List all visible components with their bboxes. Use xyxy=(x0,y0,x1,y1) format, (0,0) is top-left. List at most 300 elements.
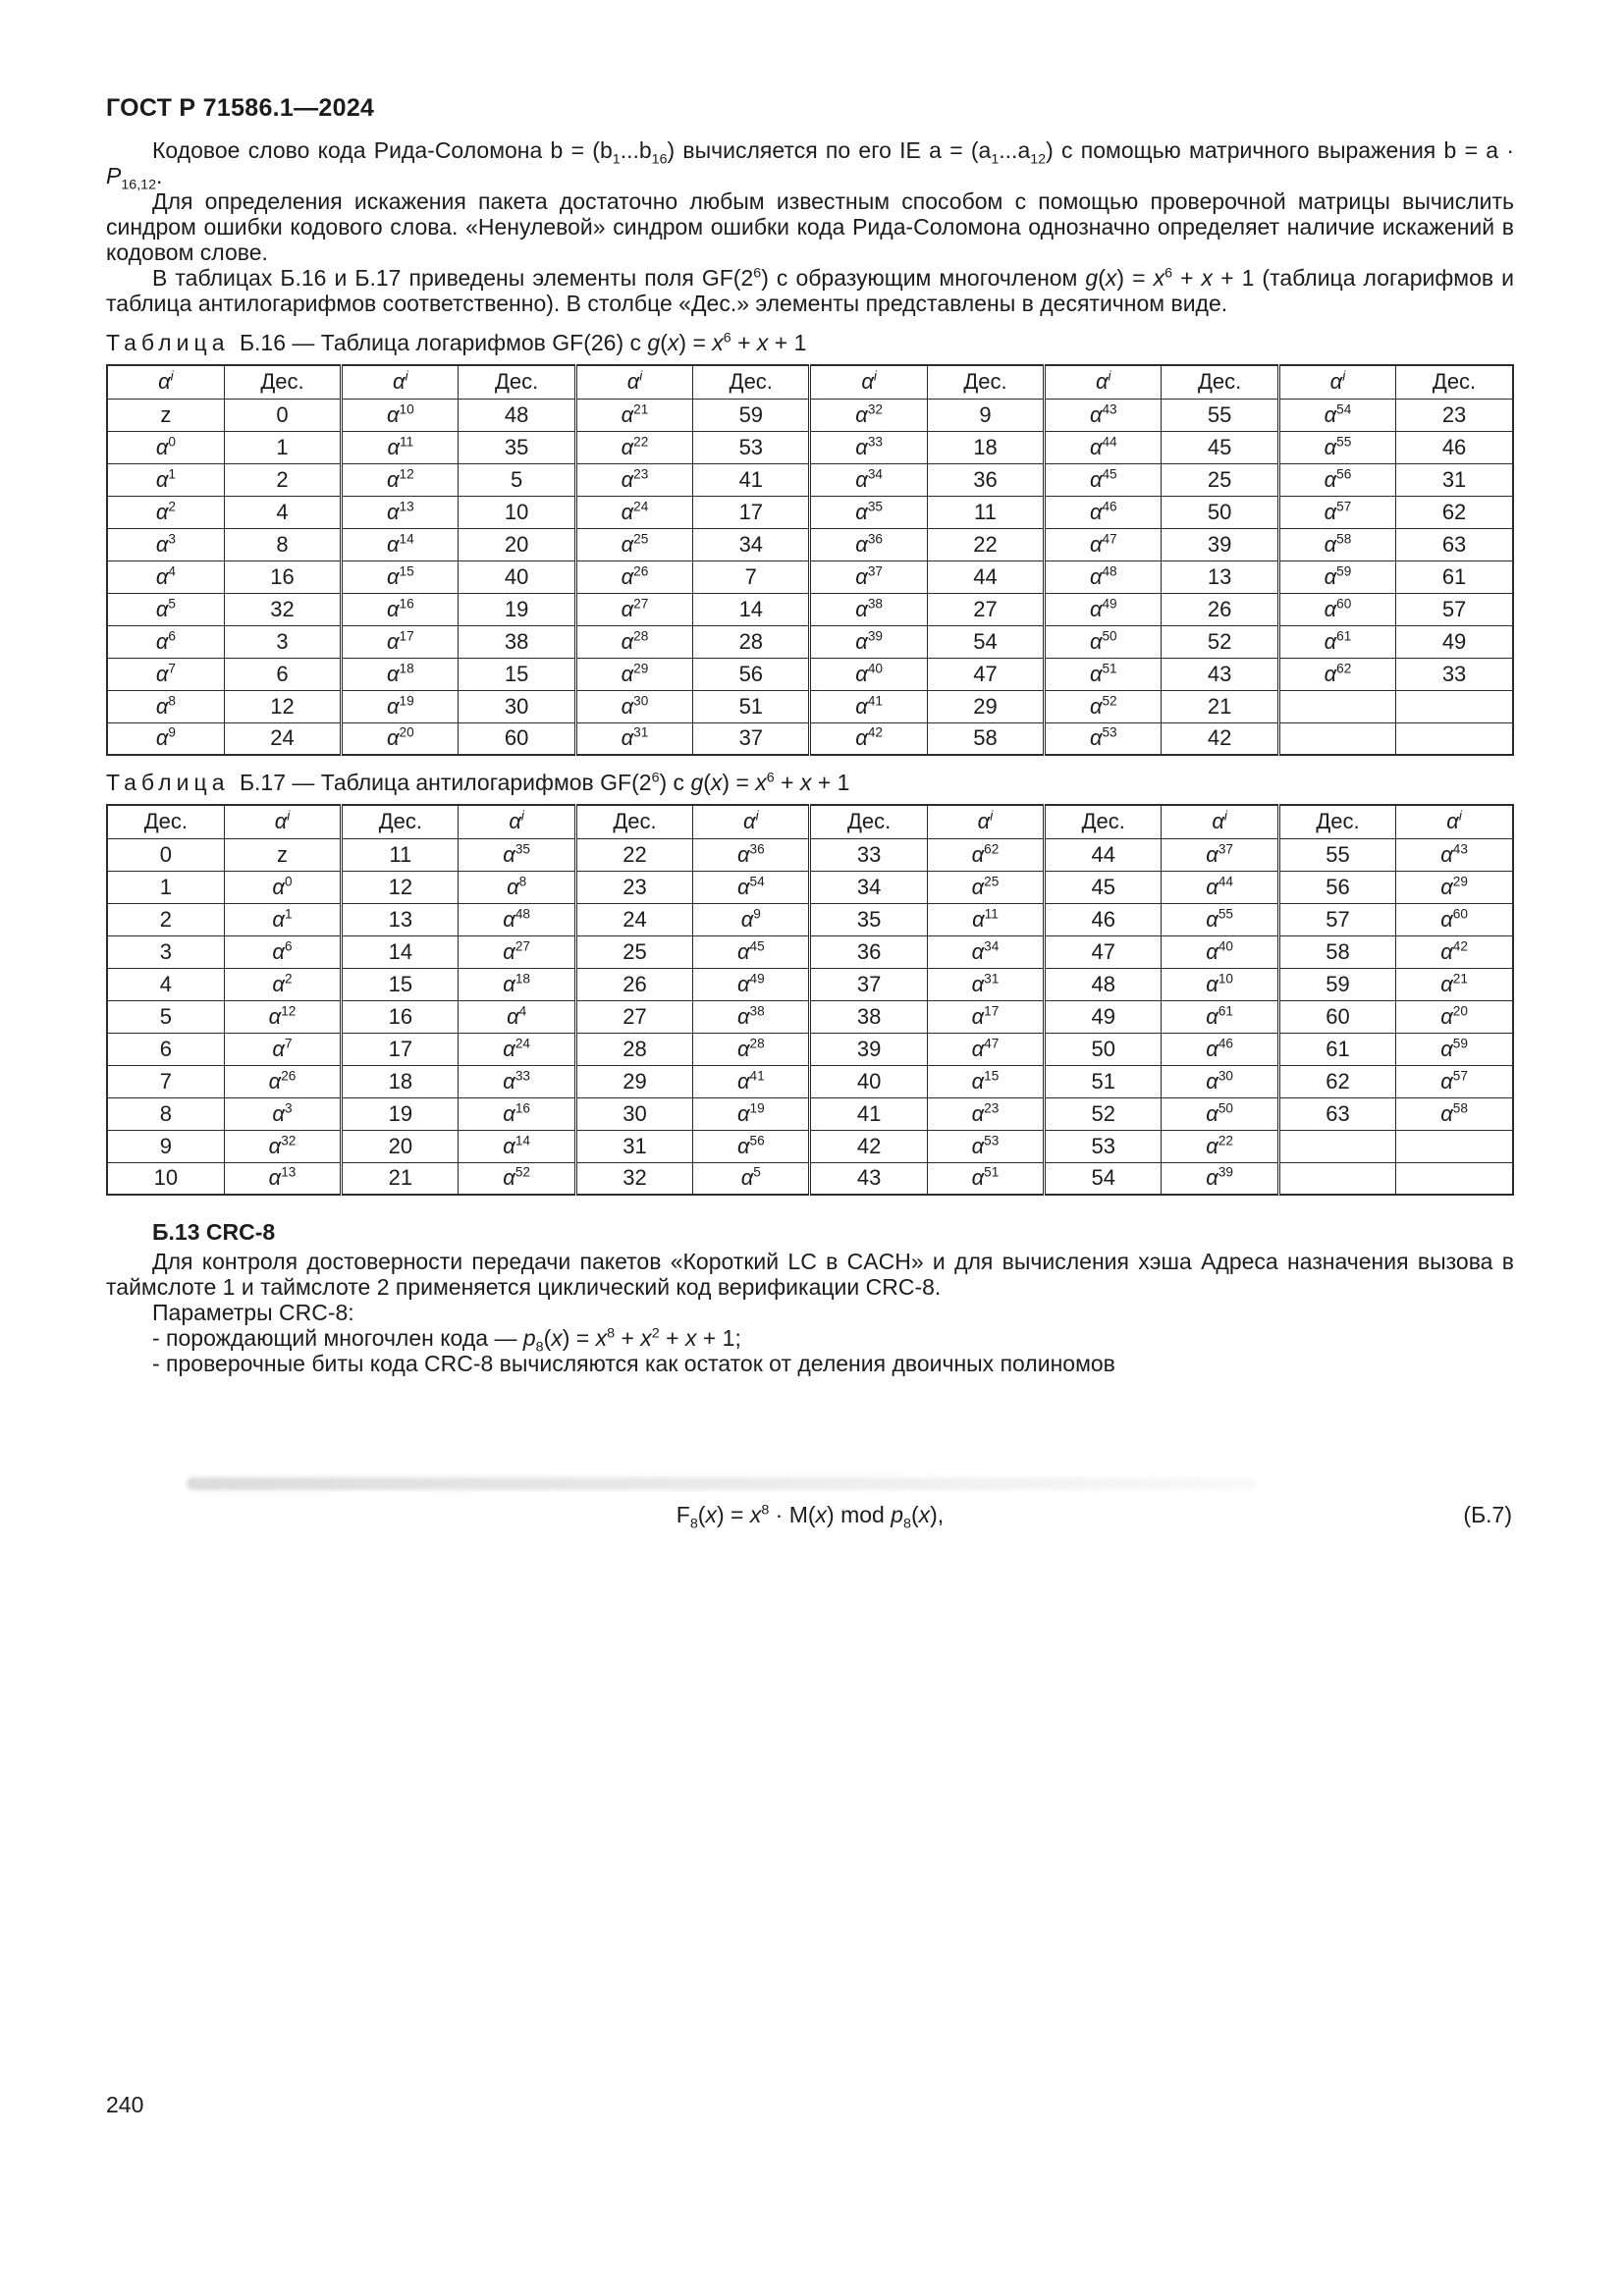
table-b17-caption-text: Б.17 — Таблица антилогарифмов $GF(2^6)$ с $g(x) = x^6 + x + 1$ xyxy=(239,770,850,795)
table-cell: 42 xyxy=(1162,722,1278,755)
table-cell: 14 xyxy=(342,935,459,968)
column-header: Дес. xyxy=(459,365,575,399)
table-header-row xyxy=(107,365,1513,399)
table-cell: $\alpha^{40}$ xyxy=(810,658,927,690)
formula-crc8: $F_8(x) = x^8 \cdot M(x)$ mod $p_8(x)$, xyxy=(676,1502,945,1532)
table-cell: $\alpha^{21}$ xyxy=(575,399,692,431)
table-cell: 36 xyxy=(810,935,927,968)
paragraph-error-syndrome: Для определения искажения пакета достаточно любым известным способом с помощью проверочной матрицы вычислить синдром ошибки кодового слова. «Ненулевой» синдром ошибки кода Рида-Соломона однозначно определяет наличие искажений в кодовом слове. xyxy=(106,188,1514,265)
table-cell: 12 xyxy=(342,871,459,903)
column-header: Дес. xyxy=(693,365,810,399)
table-cell: 7 xyxy=(107,1065,224,1097)
table-cell: 6 xyxy=(224,658,341,690)
table-cell: 44 xyxy=(1045,838,1162,871)
table-row xyxy=(107,496,1513,528)
table-cell: $\alpha^1$ xyxy=(224,903,341,935)
table-cell: 37 xyxy=(810,968,927,1000)
table-cell: 1 xyxy=(107,871,224,903)
table-cell: 9 xyxy=(107,1130,224,1162)
table-cell: 54 xyxy=(1045,1162,1162,1195)
table-cell: $\alpha^{36}$ xyxy=(810,528,927,561)
page-content xyxy=(106,137,1514,1532)
table-cell: 61 xyxy=(1396,561,1513,593)
table-cell: $\alpha^{12}$ xyxy=(224,1000,341,1033)
table-cell: 4 xyxy=(224,496,341,528)
table-cell: 1 xyxy=(224,431,341,463)
table-cell: $\alpha^{59}$ xyxy=(1396,1033,1513,1065)
table-cell: $\alpha^{45}$ xyxy=(693,935,810,968)
table-cell: 57 xyxy=(1278,903,1395,935)
table-cell: 5 xyxy=(107,1000,224,1033)
table-cell: $\alpha^{14}$ xyxy=(342,528,459,561)
column-header: $\alpha^i$ xyxy=(107,365,224,399)
table-row xyxy=(107,838,1513,871)
table-cell: $\alpha^{10}$ xyxy=(1162,968,1278,1000)
table-cell: $\alpha^{13}$ xyxy=(342,496,459,528)
table-cell: $\alpha^8$ xyxy=(107,690,224,722)
table-b16-caption-text: Б.16 — Таблица логарифмов GF(26) с $g(x) = x^6 + x + 1$ xyxy=(239,330,807,355)
column-header: $\alpha^i$ xyxy=(575,365,692,399)
table-cell: $\alpha^9$ xyxy=(693,903,810,935)
table-cell: 22 xyxy=(575,838,692,871)
table-cell: 53 xyxy=(1045,1130,1162,1162)
table-cell: $\alpha^{31}$ xyxy=(575,722,692,755)
table-cell: $\alpha^{40}$ xyxy=(1162,935,1278,968)
table-cell: 42 xyxy=(810,1130,927,1162)
formula-number: (Б.7) xyxy=(1463,1502,1512,1527)
table-cell: $\alpha^{21}$ xyxy=(1396,968,1513,1000)
table-cell: $\alpha^{37}$ xyxy=(1162,838,1278,871)
table-cell: $\alpha^4$ xyxy=(459,1000,575,1033)
table-cell: $\alpha^{61}$ xyxy=(1278,625,1395,658)
table-cell: $\alpha^{27}$ xyxy=(459,935,575,968)
table-cell: $\alpha^{26}$ xyxy=(575,561,692,593)
table-cell: $\alpha^2$ xyxy=(224,968,341,1000)
table-cell xyxy=(1396,1130,1513,1162)
table-cell: $\alpha^{36}$ xyxy=(693,838,810,871)
table-cell: 23 xyxy=(575,871,692,903)
table-cell: 48 xyxy=(459,399,575,431)
table-cell: $\alpha^{23}$ xyxy=(575,463,692,496)
column-header: $\alpha^i$ xyxy=(927,805,1044,838)
table-cell: 29 xyxy=(575,1065,692,1097)
table-cell: 59 xyxy=(1278,968,1395,1000)
column-header: $\alpha^i$ xyxy=(1162,805,1278,838)
table-cell: 58 xyxy=(1278,935,1395,968)
table-cell: 51 xyxy=(1045,1065,1162,1097)
table-cell: 8 xyxy=(224,528,341,561)
table-cell: 33 xyxy=(1396,658,1513,690)
column-header: Дес. xyxy=(107,805,224,838)
table-cell: $\alpha^{41}$ xyxy=(810,690,927,722)
table-cell: 0 xyxy=(107,838,224,871)
table-cell: 45 xyxy=(1162,431,1278,463)
table-cell: 25 xyxy=(1162,463,1278,496)
table-cell: $\alpha^7$ xyxy=(107,658,224,690)
table-row xyxy=(107,625,1513,658)
table-cell: 2 xyxy=(224,463,341,496)
table-cell: $\alpha^{28}$ xyxy=(575,625,692,658)
table-cell: 33 xyxy=(810,838,927,871)
table-cell: 11 xyxy=(927,496,1044,528)
column-header: $\alpha^i$ xyxy=(1396,805,1513,838)
column-header: Дес. xyxy=(1396,365,1513,399)
table-b16-caption xyxy=(106,330,1514,355)
table-cell: $\alpha^{54}$ xyxy=(693,871,810,903)
table-cell: $\alpha^{48}$ xyxy=(1045,561,1162,593)
table-cell: $\alpha^{25}$ xyxy=(927,871,1044,903)
table-cell: $\alpha^{27}$ xyxy=(575,593,692,625)
column-header: $\alpha^i$ xyxy=(224,805,341,838)
table-cell: 57 xyxy=(1396,593,1513,625)
table-cell: 11 xyxy=(342,838,459,871)
table-row xyxy=(107,1033,1513,1065)
table-cell: 35 xyxy=(459,431,575,463)
table-cell: $\alpha^{61}$ xyxy=(1162,1000,1278,1033)
table-row xyxy=(107,935,1513,968)
table-cell: $\alpha^7$ xyxy=(224,1033,341,1065)
table-cell: $\alpha^{56}$ xyxy=(693,1130,810,1162)
table-cell xyxy=(1278,690,1395,722)
table-cell: $\alpha^0$ xyxy=(107,431,224,463)
table-cell: $\alpha^{30}$ xyxy=(1162,1065,1278,1097)
table-cell: 27 xyxy=(575,1000,692,1033)
table-cell: $\alpha^{50}$ xyxy=(1162,1097,1278,1130)
table-cell: $\alpha^{19}$ xyxy=(342,690,459,722)
table-cell: 15 xyxy=(459,658,575,690)
table-cell: $\alpha^{34}$ xyxy=(810,463,927,496)
table-row xyxy=(107,593,1513,625)
table-cell: $\alpha^{34}$ xyxy=(927,935,1044,968)
table-cell: 32 xyxy=(575,1162,692,1195)
table-cell: 60 xyxy=(1278,1000,1395,1033)
table-cell: 41 xyxy=(810,1097,927,1130)
table-cell: $\alpha^{52}$ xyxy=(1045,690,1162,722)
table-cell: 13 xyxy=(342,903,459,935)
table-cell: 31 xyxy=(575,1130,692,1162)
table-cell: $\alpha^{58}$ xyxy=(1396,1097,1513,1130)
table-cell xyxy=(1278,1162,1395,1195)
table-cell: $\alpha^{18}$ xyxy=(459,968,575,1000)
table-cell: 38 xyxy=(459,625,575,658)
table-cell: $\alpha^{46}$ xyxy=(1162,1033,1278,1065)
section-heading-crc8: Б.13 CRC-8 xyxy=(152,1219,276,1245)
table-cell: 9 xyxy=(927,399,1044,431)
table-row xyxy=(107,1000,1513,1033)
table-cell xyxy=(1396,1162,1513,1195)
table-b16-caption-label: Таблица xyxy=(106,330,230,355)
table-cell: 51 xyxy=(693,690,810,722)
table-row xyxy=(107,1162,1513,1195)
table-row xyxy=(107,431,1513,463)
table-cell: 20 xyxy=(342,1130,459,1162)
table-cell: 24 xyxy=(224,722,341,755)
table-cell: $\alpha^{45}$ xyxy=(1045,463,1162,496)
table-row xyxy=(107,1130,1513,1162)
table-cell: 59 xyxy=(693,399,810,431)
table-cell: $\alpha^{29}$ xyxy=(575,658,692,690)
table-cell: 13 xyxy=(1162,561,1278,593)
table-cell: 56 xyxy=(693,658,810,690)
table-cell: 3 xyxy=(107,935,224,968)
table-cell: 55 xyxy=(1162,399,1278,431)
table-cell: 44 xyxy=(927,561,1044,593)
table-cell: 40 xyxy=(810,1065,927,1097)
table-cell: $\alpha^{53}$ xyxy=(1045,722,1162,755)
table-cell: $\alpha^6$ xyxy=(224,935,341,968)
column-header: Дес. xyxy=(1045,805,1162,838)
table-cell: $\alpha^{53}$ xyxy=(927,1130,1044,1162)
table-cell: $\alpha^0$ xyxy=(224,871,341,903)
table-cell: 61 xyxy=(1278,1033,1395,1065)
table-cell: $\alpha^{11}$ xyxy=(342,431,459,463)
table-row xyxy=(107,903,1513,935)
page-number: 240 xyxy=(106,2092,144,2117)
table-cell: $\alpha^{41}$ xyxy=(693,1065,810,1097)
formula-row xyxy=(106,1502,1514,1532)
table-cell: $\alpha^{32}$ xyxy=(810,399,927,431)
column-header: $\alpha^i$ xyxy=(1278,365,1395,399)
table-cell: $\alpha^{62}$ xyxy=(927,838,1044,871)
table-cell: 52 xyxy=(1162,625,1278,658)
table-cell: 7 xyxy=(693,561,810,593)
table-cell: $\alpha^{60}$ xyxy=(1396,903,1513,935)
table-row xyxy=(107,463,1513,496)
table-cell: 21 xyxy=(342,1162,459,1195)
table-cell: 32 xyxy=(224,593,341,625)
table-cell: 30 xyxy=(575,1097,692,1130)
table-cell: 23 xyxy=(1396,399,1513,431)
table-cell: 63 xyxy=(1396,528,1513,561)
table-cell: 63 xyxy=(1278,1097,1395,1130)
table-cell: $\alpha^{51}$ xyxy=(927,1162,1044,1195)
table-cell: 28 xyxy=(693,625,810,658)
scan-artifact xyxy=(187,1477,1257,1490)
table-cell: $\alpha^{42}$ xyxy=(1396,935,1513,968)
table-cell: $\alpha^1$ xyxy=(107,463,224,496)
table-cell: 56 xyxy=(1278,871,1395,903)
table-cell: $\alpha^5$ xyxy=(693,1162,810,1195)
table-cell: 58 xyxy=(927,722,1044,755)
table-cell: 38 xyxy=(810,1000,927,1033)
table-cell: 40 xyxy=(459,561,575,593)
crc8-bullet-generator-polynomial: - порождающий многочлен кода — $p_8(x) = x^8 + x^2 + x + 1$; xyxy=(152,1325,741,1356)
table-cell: 49 xyxy=(1045,1000,1162,1033)
table-cell: 43 xyxy=(1162,658,1278,690)
table-cell: $\alpha^{33}$ xyxy=(459,1065,575,1097)
whitespace-gap xyxy=(106,1376,1514,1502)
table-b17-caption xyxy=(106,770,1514,795)
table-cell: $\alpha^{17}$ xyxy=(342,625,459,658)
table-cell: 8 xyxy=(107,1097,224,1130)
table-cell: $\alpha^{11}$ xyxy=(927,903,1044,935)
column-header: Дес. xyxy=(927,365,1044,399)
table-row xyxy=(107,690,1513,722)
table-cell: $\alpha^{31}$ xyxy=(927,968,1044,1000)
column-header: $\alpha^i$ xyxy=(1045,365,1162,399)
table-cell: 14 xyxy=(693,593,810,625)
table-cell: $\alpha^{37}$ xyxy=(810,561,927,593)
table-cell: $\alpha^6$ xyxy=(107,625,224,658)
table-header-row xyxy=(107,805,1513,838)
table-cell: $\alpha^{20}$ xyxy=(342,722,459,755)
table-b16-logarithms xyxy=(106,364,1514,756)
table-cell: $\alpha^{39}$ xyxy=(1162,1162,1278,1195)
table-cell: $\alpha^{57}$ xyxy=(1278,496,1395,528)
table-cell: 39 xyxy=(810,1033,927,1065)
crc8-params-label: Параметры CRC-8: xyxy=(152,1300,354,1325)
table-cell: 52 xyxy=(1045,1097,1162,1130)
table-cell: 46 xyxy=(1045,903,1162,935)
table-cell: 55 xyxy=(1278,838,1395,871)
table-cell: $\alpha^{18}$ xyxy=(342,658,459,690)
table-cell: $\alpha^{13}$ xyxy=(224,1162,341,1195)
table-cell: $\alpha^{24}$ xyxy=(575,496,692,528)
table-cell: 35 xyxy=(810,903,927,935)
table-cell: 41 xyxy=(693,463,810,496)
column-header: Дес. xyxy=(1278,805,1395,838)
table-cell: $\alpha^{56}$ xyxy=(1278,463,1395,496)
table-cell: $\alpha^{46}$ xyxy=(1045,496,1162,528)
table-cell: $\alpha^{58}$ xyxy=(1278,528,1395,561)
table-b17-caption-label: Таблица xyxy=(106,770,230,795)
table-cell: 6 xyxy=(107,1033,224,1065)
table-cell: $\alpha^8$ xyxy=(459,871,575,903)
table-cell: z xyxy=(224,838,341,871)
table-cell: 50 xyxy=(1162,496,1278,528)
table-row xyxy=(107,528,1513,561)
table-cell: 5 xyxy=(459,463,575,496)
table-cell: 27 xyxy=(927,593,1044,625)
table-cell: 18 xyxy=(927,431,1044,463)
table-cell: 3 xyxy=(224,625,341,658)
table-cell: $\alpha^{50}$ xyxy=(1045,625,1162,658)
table-cell: $\alpha^{15}$ xyxy=(927,1065,1044,1097)
table-cell: 16 xyxy=(342,1000,459,1033)
table-cell: $\alpha^{20}$ xyxy=(1396,1000,1513,1033)
table-cell: $\alpha^{29}$ xyxy=(1396,871,1513,903)
table-cell xyxy=(1278,1130,1395,1162)
paragraph-tables-intro: В таблицах Б.16 и Б.17 приведены элементы поля $GF(2^6)$ с образующим многочленом $g(x) = x^6 + x + 1$ (таблица логарифмов и таблица антилогарифмов соответственно). В столбце «Дес.» элементы представлены в десятичном виде. xyxy=(106,265,1514,316)
table-cell: 25 xyxy=(575,935,692,968)
table-cell: 26 xyxy=(1162,593,1278,625)
table-cell: $\alpha^{44}$ xyxy=(1162,871,1278,903)
table-cell: $\alpha^{28}$ xyxy=(693,1033,810,1065)
table-cell: $\alpha^{35}$ xyxy=(810,496,927,528)
table-cell: 49 xyxy=(1396,625,1513,658)
table-cell: $\alpha^3$ xyxy=(224,1097,341,1130)
table-cell: 10 xyxy=(107,1162,224,1195)
table-cell: $\alpha^{10}$ xyxy=(342,399,459,431)
table-cell: $\alpha^{55}$ xyxy=(1162,903,1278,935)
table-cell: 60 xyxy=(459,722,575,755)
column-header: $\alpha^i$ xyxy=(459,805,575,838)
paragraph-rs-codeword: Кодовое слово кода Рида-Соломона $b = (b_1...b_{16})$ вычисляется по его IE $a = (a_1...a_{12})$ с помощью матричного выражения $b = a \cdot P_{16,12}$. xyxy=(106,137,1514,193)
table-cell: $\alpha^{32}$ xyxy=(224,1130,341,1162)
table-cell xyxy=(1278,722,1395,755)
table-cell: 18 xyxy=(342,1065,459,1097)
running-header: ГОСТ Р 71586.1—2024 xyxy=(106,94,375,122)
table-cell: 30 xyxy=(459,690,575,722)
table-row xyxy=(107,871,1513,903)
table-cell: $\alpha^{26}$ xyxy=(224,1065,341,1097)
table-cell: $\alpha^{30}$ xyxy=(575,690,692,722)
table-cell: 47 xyxy=(927,658,1044,690)
table-cell: $\alpha^{22}$ xyxy=(1162,1130,1278,1162)
table-cell: 43 xyxy=(810,1162,927,1195)
table-cell: $\alpha^{49}$ xyxy=(693,968,810,1000)
table-cell: 53 xyxy=(693,431,810,463)
column-header: Дес. xyxy=(575,805,692,838)
table-cell: z xyxy=(107,399,224,431)
table-cell: $\alpha^{35}$ xyxy=(459,838,575,871)
column-header: $\alpha^i$ xyxy=(342,365,459,399)
table-cell: 48 xyxy=(1045,968,1162,1000)
table-row xyxy=(107,561,1513,593)
table-cell: 10 xyxy=(459,496,575,528)
table-cell: 45 xyxy=(1045,871,1162,903)
table-cell: 2 xyxy=(107,903,224,935)
table-cell: $\alpha^4$ xyxy=(107,561,224,593)
column-header: Дес. xyxy=(1162,365,1278,399)
table-cell: 50 xyxy=(1045,1033,1162,1065)
table-row xyxy=(107,1065,1513,1097)
table-cell: $\alpha^{51}$ xyxy=(1045,658,1162,690)
table-row xyxy=(107,1097,1513,1130)
table-cell: $\alpha^{52}$ xyxy=(459,1162,575,1195)
table-cell: $\alpha^{16}$ xyxy=(459,1097,575,1130)
table-cell: $\alpha^{38}$ xyxy=(810,593,927,625)
table-cell: 20 xyxy=(459,528,575,561)
table-cell: 31 xyxy=(1396,463,1513,496)
column-header: Дес. xyxy=(342,805,459,838)
table-cell: $\alpha^{14}$ xyxy=(459,1130,575,1162)
table-cell: 19 xyxy=(459,593,575,625)
table-cell: $\alpha^{47}$ xyxy=(927,1033,1044,1065)
table-cell: $\alpha^{24}$ xyxy=(459,1033,575,1065)
table-row xyxy=(107,968,1513,1000)
table-cell: 36 xyxy=(927,463,1044,496)
column-header: Дес. xyxy=(224,365,341,399)
table-row xyxy=(107,658,1513,690)
table-cell: $\alpha^3$ xyxy=(107,528,224,561)
table-cell: $\alpha^{49}$ xyxy=(1045,593,1162,625)
table-cell: 47 xyxy=(1045,935,1162,968)
table-cell: $\alpha^{19}$ xyxy=(693,1097,810,1130)
table-cell: $\alpha^{62}$ xyxy=(1278,658,1395,690)
table-cell: $\alpha^{25}$ xyxy=(575,528,692,561)
table-cell: $\alpha^{33}$ xyxy=(810,431,927,463)
table-cell: $\alpha^{39}$ xyxy=(810,625,927,658)
table-cell: 26 xyxy=(575,968,692,1000)
table-cell: 21 xyxy=(1162,690,1278,722)
table-cell: 24 xyxy=(575,903,692,935)
column-header: Дес. xyxy=(810,805,927,838)
table-cell: $\alpha^{16}$ xyxy=(342,593,459,625)
table-cell: 46 xyxy=(1396,431,1513,463)
table-cell: $\alpha^{15}$ xyxy=(342,561,459,593)
table-cell: 29 xyxy=(927,690,1044,722)
table-cell: 34 xyxy=(693,528,810,561)
table-b17-antilogarithms xyxy=(106,804,1514,1196)
paragraph-crc8-intro: Для контроля достоверности передачи пакетов «Короткий LC в CACH» и для вычисления хэша Адреса назначения вызова в таймслоте 1 и таймслоте 2 применяется циклический код верификации CRC-8. xyxy=(106,1249,1514,1300)
table-cell: $\alpha^{47}$ xyxy=(1045,528,1162,561)
table-cell: 34 xyxy=(810,871,927,903)
table-cell: $\alpha^{42}$ xyxy=(810,722,927,755)
table-cell: $\alpha^{22}$ xyxy=(575,431,692,463)
table-cell: 54 xyxy=(927,625,1044,658)
table-cell: 62 xyxy=(1396,496,1513,528)
